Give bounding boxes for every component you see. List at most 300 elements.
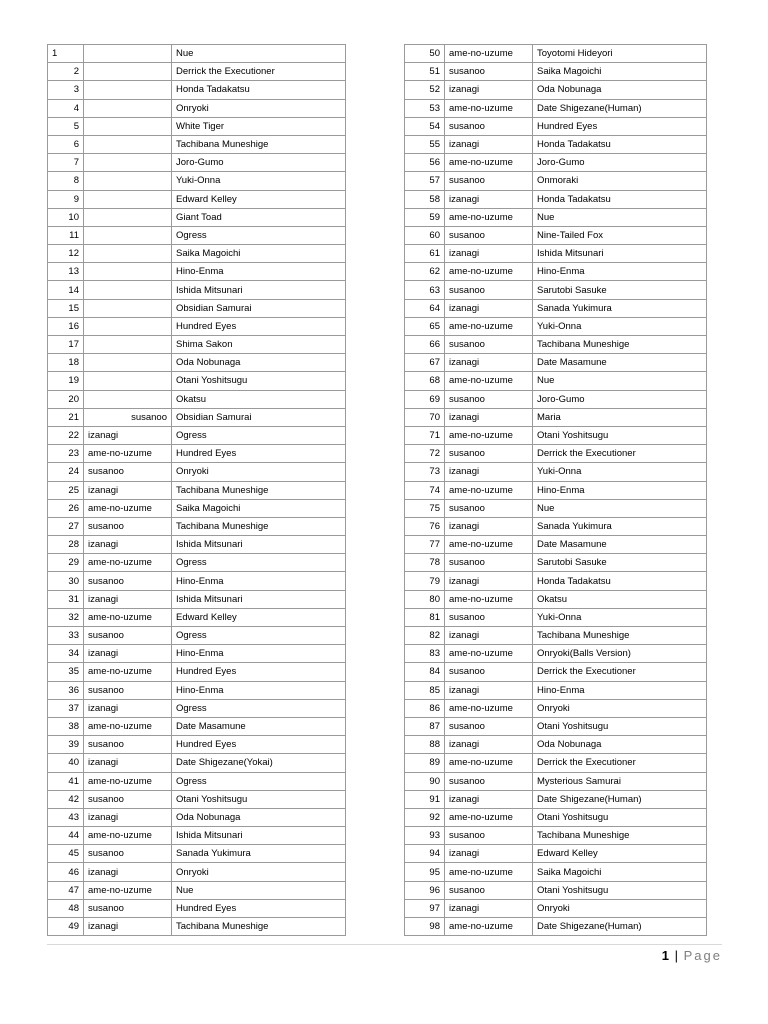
- table-row: [48, 154, 346, 172]
- table-row: [405, 463, 707, 481]
- table-row: [405, 499, 707, 517]
- row-number: 51: [405, 63, 445, 81]
- row-name: Joro-Gumo: [533, 390, 707, 408]
- row-number: 32: [48, 608, 84, 626]
- page-number: 1: [661, 948, 669, 963]
- row-number: 96: [405, 881, 445, 899]
- table-row: [48, 808, 346, 826]
- row-number: 53: [405, 99, 445, 117]
- row-number: 20: [48, 390, 84, 408]
- table-row: [405, 918, 707, 936]
- row-group: susanoo: [445, 172, 533, 190]
- table-row: [405, 317, 707, 335]
- row-name: Onryoki(Balls Version): [533, 645, 707, 663]
- row-number: 12: [48, 245, 84, 263]
- row-name: Ishida Mitsunari: [172, 827, 346, 845]
- row-group: izanagi: [445, 845, 533, 863]
- row-name: Hundred Eyes: [172, 899, 346, 917]
- row-name: Okatsu: [533, 590, 707, 608]
- row-name: Hundred Eyes: [172, 445, 346, 463]
- row-number: 30: [48, 572, 84, 590]
- row-number: 48: [48, 899, 84, 917]
- row-name: Otani Yoshitsugu: [172, 372, 346, 390]
- row-group: [84, 81, 172, 99]
- row-group: susanoo: [445, 281, 533, 299]
- row-name: Honda Tadakatsu: [533, 135, 707, 153]
- table-row: [405, 426, 707, 444]
- table-row: [405, 899, 707, 917]
- table-row: [405, 208, 707, 226]
- table-row: [48, 881, 346, 899]
- row-number: 84: [405, 663, 445, 681]
- table-row: [405, 772, 707, 790]
- row-group: ame-no-uzume: [445, 918, 533, 936]
- table-row: [405, 554, 707, 572]
- row-number: 83: [405, 645, 445, 663]
- row-name: Oda Nobunaga: [533, 81, 707, 99]
- row-name: Hundred Eyes: [172, 663, 346, 681]
- row-name: Honda Tadakatsu: [172, 81, 346, 99]
- row-number: 55: [405, 135, 445, 153]
- row-group: susanoo: [84, 790, 172, 808]
- row-name: Giant Toad: [172, 208, 346, 226]
- table-left-body: [48, 45, 346, 936]
- row-group: izanagi: [445, 627, 533, 645]
- row-group: susanoo: [445, 390, 533, 408]
- row-name: Date Masamune: [533, 354, 707, 372]
- row-group: izanagi: [84, 426, 172, 444]
- row-name: Derrick the Executioner: [172, 63, 346, 81]
- row-name: Nue: [533, 499, 707, 517]
- table-row: [48, 790, 346, 808]
- table-row: [405, 390, 707, 408]
- row-group: [84, 190, 172, 208]
- row-group: izanagi: [84, 590, 172, 608]
- table-row: [405, 445, 707, 463]
- row-group: [84, 63, 172, 81]
- table-row: [48, 608, 346, 626]
- table-row: [405, 717, 707, 735]
- table-row: [48, 736, 346, 754]
- row-name: Date Masamune: [172, 717, 346, 735]
- row-group: susanoo: [84, 517, 172, 535]
- row-number: 2: [48, 63, 84, 81]
- row-number: 62: [405, 263, 445, 281]
- row-name: Hundred Eyes: [533, 117, 707, 135]
- row-name: Joro-Gumo: [533, 154, 707, 172]
- row-group: izanagi: [84, 645, 172, 663]
- row-number: 81: [405, 608, 445, 626]
- row-number: 36: [48, 681, 84, 699]
- table-row: [48, 481, 346, 499]
- row-group: susanoo: [445, 663, 533, 681]
- row-name: Otani Yoshitsugu: [533, 426, 707, 444]
- row-number: 4: [48, 99, 84, 117]
- row-name: Joro-Gumo: [172, 154, 346, 172]
- row-group: [84, 208, 172, 226]
- row-group: izanagi: [445, 517, 533, 535]
- row-number: 73: [405, 463, 445, 481]
- table-row: [405, 281, 707, 299]
- row-number: 42: [48, 790, 84, 808]
- row-group: izanagi: [84, 863, 172, 881]
- page-label: Page: [683, 948, 722, 963]
- table-row: [405, 645, 707, 663]
- row-group: [84, 281, 172, 299]
- table-row: [48, 554, 346, 572]
- row-number: 57: [405, 172, 445, 190]
- row-name: Ogress: [172, 772, 346, 790]
- row-name: Date Shigezane(Yokai): [172, 754, 346, 772]
- table-row: [48, 117, 346, 135]
- row-group: susanoo: [445, 336, 533, 354]
- row-name: Sarutobi Sasuke: [533, 281, 707, 299]
- row-number: 60: [405, 226, 445, 244]
- row-name: Oda Nobunaga: [172, 354, 346, 372]
- row-name: Onmoraki: [533, 172, 707, 190]
- row-name: Hino-Enma: [172, 572, 346, 590]
- row-group: izanagi: [445, 681, 533, 699]
- row-name: Hundred Eyes: [172, 317, 346, 335]
- row-number: 89: [405, 754, 445, 772]
- row-number: 15: [48, 299, 84, 317]
- row-name: Hino-Enma: [172, 645, 346, 663]
- row-number: 87: [405, 717, 445, 735]
- table-row: [405, 45, 707, 63]
- row-name: Date Masamune: [533, 536, 707, 554]
- row-group: ame-no-uzume: [445, 808, 533, 826]
- row-group: [84, 99, 172, 117]
- row-number: 75: [405, 499, 445, 517]
- table-row: [405, 354, 707, 372]
- row-number: 47: [48, 881, 84, 899]
- row-name: Tachibana Muneshige: [533, 627, 707, 645]
- row-group: [84, 117, 172, 135]
- row-name: Sarutobi Sasuke: [533, 554, 707, 572]
- row-name: Otani Yoshitsugu: [533, 717, 707, 735]
- table-row: [405, 881, 707, 899]
- table-row: [405, 790, 707, 808]
- row-group: ame-no-uzume: [445, 699, 533, 717]
- row-group: susanoo: [445, 63, 533, 81]
- row-number: 80: [405, 590, 445, 608]
- table-row: [405, 99, 707, 117]
- table-row: [405, 245, 707, 263]
- row-name: Ogress: [172, 627, 346, 645]
- row-number: 67: [405, 354, 445, 372]
- row-number: 94: [405, 845, 445, 863]
- row-name: Hino-Enma: [533, 263, 707, 281]
- row-name: Otani Yoshitsugu: [172, 790, 346, 808]
- table-row: [48, 81, 346, 99]
- row-name: Ishida Mitsunari: [172, 590, 346, 608]
- row-number: 95: [405, 863, 445, 881]
- table-row: [48, 536, 346, 554]
- row-group: ame-no-uzume: [445, 754, 533, 772]
- row-group: izanagi: [84, 754, 172, 772]
- row-group: ame-no-uzume: [84, 554, 172, 572]
- row-group: [84, 263, 172, 281]
- table-row: [405, 117, 707, 135]
- table-row: [48, 354, 346, 372]
- table-row: [405, 263, 707, 281]
- row-number: 56: [405, 154, 445, 172]
- table-row: [48, 590, 346, 608]
- row-group: [84, 299, 172, 317]
- table-row: [48, 517, 346, 535]
- table-row: [48, 445, 346, 463]
- row-name: Ishida Mitsunari: [172, 281, 346, 299]
- row-number: 21: [48, 408, 84, 426]
- row-group: izanagi: [445, 135, 533, 153]
- row-group: izanagi: [84, 536, 172, 554]
- table-row: [405, 299, 707, 317]
- row-group: [84, 135, 172, 153]
- row-name: Otani Yoshitsugu: [533, 808, 707, 826]
- row-name: Tachibana Muneshige: [533, 827, 707, 845]
- row-group: [84, 172, 172, 190]
- row-name: Sanada Yukimura: [533, 517, 707, 535]
- row-name: Hino-Enma: [533, 481, 707, 499]
- row-name: Otani Yoshitsugu: [533, 881, 707, 899]
- table-row: [405, 336, 707, 354]
- row-number: 13: [48, 263, 84, 281]
- table-row: [405, 481, 707, 499]
- row-name: Oda Nobunaga: [533, 736, 707, 754]
- row-number: 26: [48, 499, 84, 517]
- table-row: [405, 736, 707, 754]
- row-number: 7: [48, 154, 84, 172]
- row-name: Ogress: [172, 554, 346, 572]
- row-name: Nue: [172, 881, 346, 899]
- table-row: [405, 226, 707, 244]
- table-row: [405, 135, 707, 153]
- table-row: [48, 572, 346, 590]
- row-group: susanoo: [445, 445, 533, 463]
- row-number: 14: [48, 281, 84, 299]
- row-number: 39: [48, 736, 84, 754]
- row-number: 88: [405, 736, 445, 754]
- row-group: susanoo: [84, 627, 172, 645]
- table-row: [405, 154, 707, 172]
- row-group: susanoo: [445, 226, 533, 244]
- row-number: 90: [405, 772, 445, 790]
- row-number: 19: [48, 372, 84, 390]
- row-number: 52: [405, 81, 445, 99]
- row-number: 93: [405, 827, 445, 845]
- row-name: Maria: [533, 408, 707, 426]
- row-name: Onryoki: [533, 699, 707, 717]
- row-number: 76: [405, 517, 445, 535]
- table-row: [405, 517, 707, 535]
- row-name: Toyotomi Hideyori: [533, 45, 707, 63]
- row-number: 50: [405, 45, 445, 63]
- row-name: Onryoki: [172, 99, 346, 117]
- row-group: ame-no-uzume: [445, 481, 533, 499]
- row-group: izanagi: [445, 463, 533, 481]
- row-number: 25: [48, 481, 84, 499]
- row-group: susanoo: [445, 827, 533, 845]
- row-group: ame-no-uzume: [445, 863, 533, 881]
- row-name: Nue: [172, 45, 346, 63]
- row-number: 49: [48, 918, 84, 936]
- row-number: 98: [405, 918, 445, 936]
- row-name: Saika Magoichi: [172, 499, 346, 517]
- table-row: [405, 863, 707, 881]
- row-name: Yuki-Onna: [533, 608, 707, 626]
- row-name: Honda Tadakatsu: [533, 190, 707, 208]
- row-name: Derrick the Executioner: [533, 754, 707, 772]
- row-name: Honda Tadakatsu: [533, 572, 707, 590]
- row-number: 11: [48, 226, 84, 244]
- table-row: [48, 717, 346, 735]
- table-row: [48, 663, 346, 681]
- table-row: [48, 918, 346, 936]
- row-name: Onryoki: [172, 463, 346, 481]
- row-number: 78: [405, 554, 445, 572]
- row-number: 31: [48, 590, 84, 608]
- row-number: 8: [48, 172, 84, 190]
- table-row: [48, 190, 346, 208]
- row-name: White Tiger: [172, 117, 346, 135]
- row-number: 64: [405, 299, 445, 317]
- row-name: Obsidian Samurai: [172, 408, 346, 426]
- row-number: 1: [48, 45, 84, 63]
- row-name: Sanada Yukimura: [172, 845, 346, 863]
- row-group: susanoo: [445, 608, 533, 626]
- row-name: Onryoki: [533, 899, 707, 917]
- table-left: [47, 44, 346, 936]
- row-group: susanoo: [445, 772, 533, 790]
- table-row: [48, 772, 346, 790]
- row-number: 43: [48, 808, 84, 826]
- footer-divider: [47, 944, 722, 945]
- row-name: Nue: [533, 208, 707, 226]
- row-name: Ishida Mitsunari: [533, 245, 707, 263]
- table-row: [48, 63, 346, 81]
- table-row: [48, 226, 346, 244]
- row-number: 54: [405, 117, 445, 135]
- row-group: ame-no-uzume: [445, 45, 533, 63]
- row-group: [84, 354, 172, 372]
- row-number: 68: [405, 372, 445, 390]
- row-number: 24: [48, 463, 84, 481]
- row-group: ame-no-uzume: [445, 317, 533, 335]
- row-name: Yuki-Onna: [533, 317, 707, 335]
- row-number: 37: [48, 699, 84, 717]
- table-row: [405, 572, 707, 590]
- table-row: [405, 590, 707, 608]
- table-row: [405, 190, 707, 208]
- row-number: 66: [405, 336, 445, 354]
- row-group: izanagi: [84, 699, 172, 717]
- row-group: [84, 154, 172, 172]
- row-name: Tachibana Muneshige: [533, 336, 707, 354]
- table-row: [405, 808, 707, 826]
- row-group: ame-no-uzume: [445, 590, 533, 608]
- table-row: [48, 827, 346, 845]
- row-number: 59: [405, 208, 445, 226]
- row-name: Edward Kelley: [172, 190, 346, 208]
- row-group: izanagi: [445, 81, 533, 99]
- row-number: 45: [48, 845, 84, 863]
- table-row: [405, 372, 707, 390]
- table-row: [48, 426, 346, 444]
- row-number: 41: [48, 772, 84, 790]
- row-number: 63: [405, 281, 445, 299]
- table-right: [404, 44, 707, 936]
- row-number: 92: [405, 808, 445, 826]
- row-group: ame-no-uzume: [445, 263, 533, 281]
- table-row: [48, 863, 346, 881]
- row-group: izanagi: [84, 918, 172, 936]
- row-group: ame-no-uzume: [445, 426, 533, 444]
- row-name: Hino-Enma: [533, 681, 707, 699]
- row-group: ame-no-uzume: [84, 499, 172, 517]
- row-group: ame-no-uzume: [84, 445, 172, 463]
- row-number: 5: [48, 117, 84, 135]
- row-group: susanoo: [445, 881, 533, 899]
- row-group: ame-no-uzume: [84, 772, 172, 790]
- row-name: Date Shigezane(Human): [533, 99, 707, 117]
- row-group: [84, 317, 172, 335]
- row-number: 35: [48, 663, 84, 681]
- row-number: 44: [48, 827, 84, 845]
- row-name: Shima Sakon: [172, 336, 346, 354]
- row-group: izanagi: [445, 572, 533, 590]
- table-row: [48, 845, 346, 863]
- table-row: [48, 245, 346, 263]
- row-name: Yuki-Onna: [172, 172, 346, 190]
- page-footer: [662, 948, 722, 963]
- row-group: izanagi: [445, 899, 533, 917]
- table-row: [48, 408, 346, 426]
- row-name: Yuki-Onna: [533, 463, 707, 481]
- table-row: [48, 372, 346, 390]
- row-group: [84, 245, 172, 263]
- row-group: ame-no-uzume: [445, 536, 533, 554]
- row-number: 6: [48, 135, 84, 153]
- row-number: 58: [405, 190, 445, 208]
- table-row: [48, 627, 346, 645]
- row-number: 86: [405, 699, 445, 717]
- row-name: Derrick the Executioner: [533, 663, 707, 681]
- table-row: [48, 899, 346, 917]
- row-number: 65: [405, 317, 445, 335]
- row-number: 28: [48, 536, 84, 554]
- table-row: [405, 536, 707, 554]
- table-row: [48, 299, 346, 317]
- row-group: izanagi: [84, 481, 172, 499]
- row-name: Ogress: [172, 226, 346, 244]
- row-group: [84, 336, 172, 354]
- table-row: [405, 699, 707, 717]
- row-name: Oda Nobunaga: [172, 808, 346, 826]
- row-number: 79: [405, 572, 445, 590]
- footer-separator: |: [674, 948, 678, 963]
- table-row: [48, 135, 346, 153]
- table-row: [48, 499, 346, 517]
- table-row: [48, 336, 346, 354]
- row-group: ame-no-uzume: [445, 154, 533, 172]
- row-group: ame-no-uzume: [445, 372, 533, 390]
- row-group: susanoo: [84, 899, 172, 917]
- row-name: Sanada Yukimura: [533, 299, 707, 317]
- row-group: ame-no-uzume: [84, 608, 172, 626]
- row-group: izanagi: [445, 354, 533, 372]
- row-number: 17: [48, 336, 84, 354]
- row-group: [84, 226, 172, 244]
